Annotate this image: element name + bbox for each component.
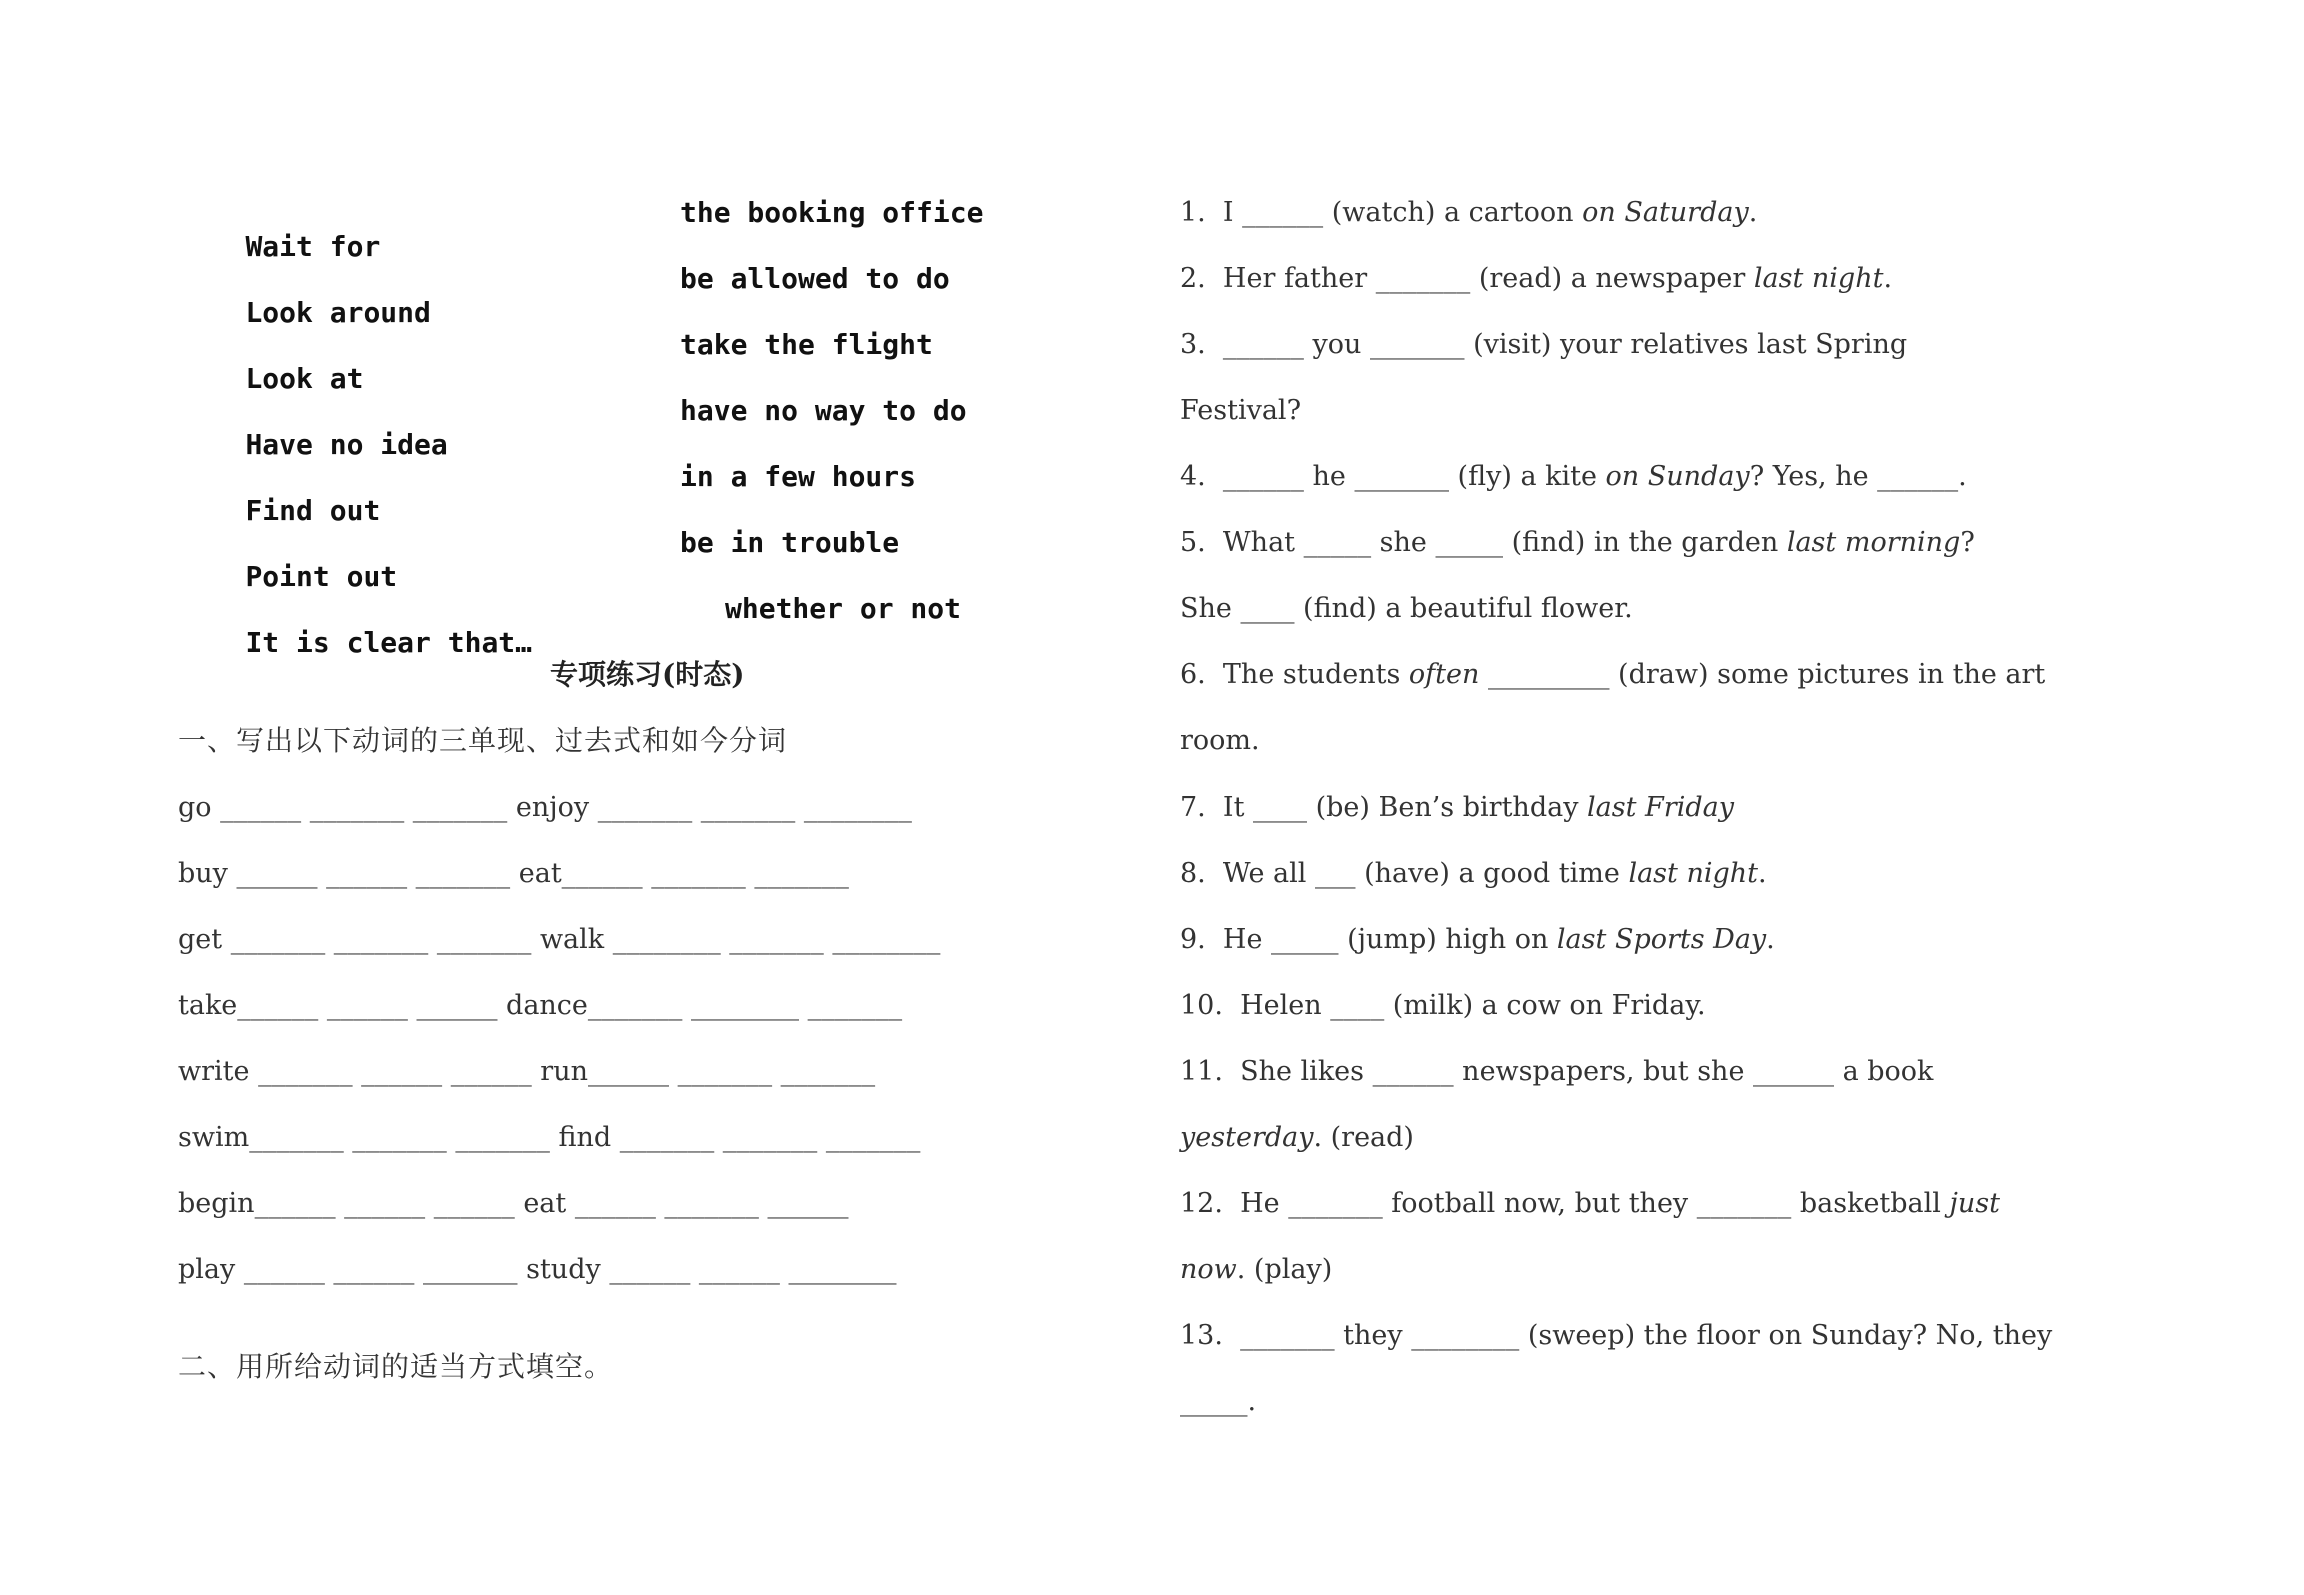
- question-line: [1180, 658, 2045, 692]
- text-end: ?: [1960, 527, 1975, 558]
- question-line: [1180, 1121, 1414, 1155]
- verb-row: go ______ _______ _______ enjoy _______ _______ ________: [178, 792, 912, 823]
- text-end: . (play): [1236, 1254, 1333, 1285]
- text: She ____ (find) a beautiful flower.: [1180, 593, 1633, 624]
- time-phrase: yesterday: [1180, 1122, 1314, 1153]
- question-line: [1180, 1187, 2000, 1221]
- question-line: [1180, 262, 1892, 296]
- text: 2. Her father _______ (read) a newspaper: [1180, 263, 1754, 294]
- text: 8. We all ___ (have) a good time: [1180, 858, 1629, 889]
- phrase-right: have no way to do: [680, 394, 967, 427]
- question-line: [1180, 196, 1757, 230]
- text: 13. _______ they ________ (sweep) the floor on Sunday? No, they: [1180, 1320, 2053, 1351]
- phrase-left: Find out: [245, 494, 381, 527]
- verb-row: begin______ ______ ______ eat ______ _______ ______: [178, 1188, 849, 1219]
- text-end: .: [1758, 858, 1767, 889]
- phrase-left: Look at: [245, 362, 364, 395]
- time-phrase: last Friday: [1587, 792, 1734, 823]
- text: _____.: [1180, 1386, 1257, 1417]
- text-end: ? Yes, he ______.: [1749, 461, 1967, 492]
- phrase-left: It is clear that…: [245, 626, 533, 659]
- text: 11. She likes ______ newspapers, but she ______ a book: [1180, 1056, 1934, 1087]
- section-title: 专项练习(时态): [550, 658, 745, 691]
- question-line: [1180, 1319, 2052, 1353]
- question-line: [1180, 1385, 1256, 1419]
- phrase-left: Have no idea: [245, 428, 448, 461]
- time-phrase: on Sunday: [1605, 461, 1750, 492]
- time-phrase: just: [1949, 1188, 2000, 1219]
- phrase-left: Look around: [245, 296, 431, 329]
- text: 7. It ____ (be) Ben’s birthday: [1180, 792, 1588, 823]
- question-line: [1180, 989, 1706, 1023]
- text: 4. ______ he _______ (fly) a kite: [1180, 461, 1606, 492]
- text: 6. The students: [1180, 659, 1409, 690]
- section-1-heading: 一、写出以下动词的三单现、过去式和如今分词: [178, 724, 788, 757]
- question-line: [1180, 1055, 1933, 1089]
- phrase-right: in a few hours: [680, 460, 917, 493]
- phrase-left: Point out: [245, 560, 398, 593]
- question-line: [1180, 592, 1633, 626]
- text: 10. Helen ____ (milk) a cow on Friday.: [1180, 990, 1706, 1021]
- text-end: .: [1883, 263, 1893, 294]
- verb-row: swim_______ _______ _______ find _______ _______ _______: [178, 1122, 921, 1153]
- time-phrase: last Sports Day: [1556, 924, 1767, 955]
- text: 12. He _______ football now, but they _______ basketball: [1180, 1188, 1950, 1219]
- verb-row: get _______ _______ _______ walk ________ _______ ________: [178, 924, 941, 955]
- text-end: . (read): [1313, 1122, 1414, 1153]
- text: 5. What _____ she _____ (find) in the garden: [1180, 527, 1787, 558]
- time-phrase: last morning: [1786, 527, 1961, 558]
- time-phrase: now: [1180, 1254, 1237, 1285]
- text-end: .: [1748, 197, 1758, 228]
- text: 3. ______ you _______ (visit) your relatives last Spring: [1180, 329, 1908, 360]
- question-line: [1180, 460, 1967, 494]
- question-line: [1180, 724, 1260, 758]
- verb-row: write _______ ______ ______ run______ _______ _______: [178, 1056, 876, 1087]
- verb-row: take______ ______ ______ dance_______ ________ _______: [178, 990, 903, 1021]
- phrase-right: whether or not: [725, 592, 962, 625]
- time-phrase: last night: [1628, 858, 1759, 889]
- phrase-right: be in trouble: [680, 526, 900, 559]
- text: Festival?: [1180, 395, 1302, 426]
- text-end: _________ (draw) some pictures in the art: [1479, 659, 2046, 690]
- phrase-right: the booking office: [680, 196, 984, 229]
- question-line: [1180, 526, 1975, 560]
- time-phrase: last night: [1753, 263, 1884, 294]
- text: 1. I ______ (watch) a cartoon: [1180, 197, 1583, 228]
- question-line: [1180, 328, 1907, 362]
- verb-row: play ______ ______ _______ study ______ ______ ________: [178, 1254, 897, 1285]
- question-line: [1180, 923, 1775, 957]
- time-phrase: often: [1408, 659, 1480, 690]
- phrase-left: Wait for: [245, 230, 381, 263]
- section-2-heading: 二、用所给动词的适当方式填空。: [178, 1350, 614, 1383]
- phrase-right: be allowed to do: [680, 262, 950, 295]
- text: room.: [1180, 725, 1260, 756]
- question-line: [1180, 791, 1734, 825]
- question-line: [1180, 857, 1767, 891]
- time-phrase: on Saturday: [1582, 197, 1749, 228]
- question-line: [1180, 1253, 1332, 1287]
- text-end: .: [1766, 924, 1775, 955]
- verb-row: buy ______ ______ _______ eat______ _______ _______: [178, 858, 849, 889]
- phrase-right: take the flight: [680, 328, 933, 361]
- text: 9. He _____ (jump) high on: [1180, 924, 1557, 955]
- question-line: [1180, 394, 1301, 428]
